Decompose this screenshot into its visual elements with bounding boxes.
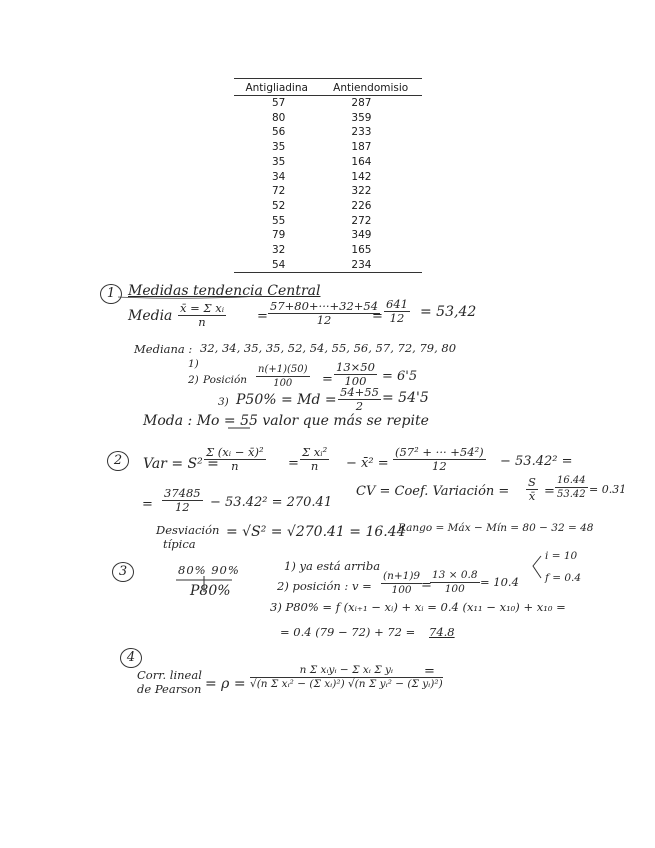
percentile-position-2-denominator: 100 xyxy=(444,583,465,595)
antigliadina-cell: 54 xyxy=(234,258,319,273)
media-sum-denominator: 12 xyxy=(316,313,332,327)
antigliadina-cell: 80 xyxy=(272,111,286,124)
media-sum-numerator: 57+80+···+32+54 xyxy=(270,299,379,313)
cv-result: = 0.31 xyxy=(589,483,627,496)
antiendomisio-cell: 349 xyxy=(351,229,372,242)
cv-2-denominator: 53.42 xyxy=(557,489,586,500)
variance-sum-denominator: 12 xyxy=(174,500,190,514)
antigliadina-cell: 34 xyxy=(272,170,286,183)
integer-part: i = 10 xyxy=(545,550,578,562)
equals-sign: = xyxy=(421,578,432,593)
cv-label: CV = Coef. Variación = xyxy=(356,484,510,499)
variance-result: − 53.42² = 270.41 xyxy=(210,495,333,510)
cv-1-numerator: S xyxy=(528,475,536,489)
percentile-position-numerator: (n+1)9 xyxy=(383,570,421,582)
posicion-label: Posición xyxy=(203,374,248,386)
media-formula-denominator: n xyxy=(198,315,206,329)
equals-sign: = xyxy=(322,372,333,387)
percentile-scale-labels: 80% 90% xyxy=(178,563,240,577)
antigliadina-cell: 72 xyxy=(272,185,286,198)
equals-sign: = xyxy=(372,309,383,324)
posicion-2-numerator: 13×50 xyxy=(336,360,375,374)
mediana-step-3: 3) xyxy=(218,396,229,408)
antiendomisio-cell: 322 xyxy=(351,185,372,198)
antigliadina-cell: 35 xyxy=(272,141,286,154)
posicion-2-denominator: 100 xyxy=(344,374,367,388)
percentile-calculation: = 0.4 (79 − 72) + 72 = xyxy=(280,625,416,639)
p50-result: = 54'5 xyxy=(382,390,429,406)
mediana-sorted-values: 32, 34, 35, 35, 52, 54, 55, 56, 57, 72, 79, 80 xyxy=(200,341,457,355)
p50-formula: P50% = Md = xyxy=(236,392,337,408)
posicion-result: = 6'5 xyxy=(382,369,418,384)
antiendomisio-cell: 272 xyxy=(351,214,372,227)
equals-sign: = xyxy=(288,456,299,471)
antiendomisio-cell: 165 xyxy=(351,244,372,257)
percentile-step-2: 2) posición : v = xyxy=(277,579,372,593)
variance-2-numerator: Σ xᵢ² xyxy=(302,445,328,459)
antiendomisio-cell: 142 xyxy=(351,170,372,183)
pearson-denominator: √(n Σ xᵢ² − (Σ xᵢ)²) √(n Σ yᵢ² − (Σ yᵢ)²) xyxy=(250,678,443,690)
section-3-number: 3 xyxy=(112,562,134,582)
desviacion-formula: = √S² = √270.41 = 16.44 xyxy=(226,524,406,540)
pearson-tail: = xyxy=(424,664,435,679)
antigliadina-cell: 79 xyxy=(272,229,286,242)
antiendomisio-cell: 187 xyxy=(351,141,372,154)
p50-numerator: 54+55 xyxy=(340,385,379,399)
fractional-part: f = 0.4 xyxy=(545,572,582,584)
moda-line: Moda : Mo = 55 valor que más se repite xyxy=(143,413,429,429)
variance-1-numerator: Σ (xᵢ − x̄)² xyxy=(206,445,264,459)
cv-2-numerator: 16.44 xyxy=(557,475,586,486)
media-total-numerator: 641 xyxy=(386,297,408,311)
variance-1-denominator: n xyxy=(231,459,239,473)
antiendomisio-cell: 234 xyxy=(319,258,422,273)
variance-label: Var = S² = xyxy=(143,456,219,472)
section-2-number: 2 xyxy=(107,451,129,471)
rango-formula: Rango = Máx − Mín = 80 − 32 = 48 xyxy=(398,522,594,534)
percentile-result: 74.8 xyxy=(429,625,455,639)
pearson-numerator: n Σ xᵢyᵢ − Σ xᵢ Σ yᵢ xyxy=(250,664,443,678)
variance-3-numerator: (57² + ··· +54²) xyxy=(395,445,484,459)
posicion-denominator: 100 xyxy=(273,378,293,389)
antiendomisio-cell: 233 xyxy=(351,126,372,139)
antiendomisio-cell: 226 xyxy=(351,199,372,212)
posicion-numerator: n(+1)(50) xyxy=(258,364,308,375)
antiendomisio-cell: 287 xyxy=(351,97,372,109)
antigliadina-cell: 52 xyxy=(272,199,286,212)
p50-denominator: 2 xyxy=(355,399,364,413)
media-total-denominator: 12 xyxy=(389,311,405,325)
brace-mark xyxy=(533,556,541,578)
p80-label: P80% xyxy=(190,583,231,599)
antigliadina-cell: 35 xyxy=(272,155,286,168)
section-1-number: 1 xyxy=(100,284,122,304)
equals-sign: = xyxy=(142,497,153,512)
desviacion-label-1: Desviación xyxy=(156,523,220,537)
equals-sign: = xyxy=(544,484,555,499)
variance-end: − 53.42² = xyxy=(500,454,573,469)
media-result: = 53,42 xyxy=(420,304,477,320)
variance-sum-numerator: 37485 xyxy=(164,486,201,500)
mediana-label: Mediana : xyxy=(134,342,193,356)
percentile-step-1: 1) ya está arriba xyxy=(284,559,381,573)
antigliadina-cell: 56 xyxy=(272,126,286,139)
antigliadina-cell: 57 xyxy=(272,97,286,109)
antigliadina-cell: 55 xyxy=(272,214,286,227)
antiendomisio-cell: 359 xyxy=(351,111,372,124)
percentile-position-denominator: 100 xyxy=(391,584,412,596)
equals-sign: = xyxy=(257,309,268,324)
cv-1-denominator: x̄ xyxy=(528,489,536,503)
percentile-position-result: = 10.4 xyxy=(480,575,519,589)
antiendomisio-cell: 164 xyxy=(351,155,372,168)
media-label: Media xyxy=(128,308,173,324)
pearson-label-1: Corr. lineal xyxy=(137,668,202,682)
desviacion-label-2: típica xyxy=(163,537,196,551)
variance-2-denominator: n xyxy=(310,459,319,473)
column-header-antigliadina: Antigliadina xyxy=(234,79,319,96)
pearson-label-2: de Pearson xyxy=(137,682,202,696)
section-4-number: 4 xyxy=(120,648,142,668)
column-header-antiendomisio: Antiendomisio xyxy=(319,79,422,96)
pearson-rho: = ρ = xyxy=(205,676,246,692)
title-underline xyxy=(118,296,262,298)
mediana-step-2: 2) xyxy=(188,374,199,386)
mediana-step-1: 1) xyxy=(188,358,199,370)
variance-3-denominator: 12 xyxy=(432,459,447,473)
antigliadina-cell: 32 xyxy=(272,244,286,257)
variance-tail: − x̄² = xyxy=(346,456,389,471)
percentile-step-3: 3) P80% = f (xᵢ₊₁ − xᵢ) + xᵢ = 0.4 (x₁₁ − x₁₀) + x₁₀ = xyxy=(270,600,566,614)
media-formula-numerator: x̄ = Σ xᵢ xyxy=(180,301,225,315)
percentile-position-2-numerator: 13 × 0.8 xyxy=(432,569,478,581)
section-1-title: Medidas tendencia Central xyxy=(128,283,321,299)
